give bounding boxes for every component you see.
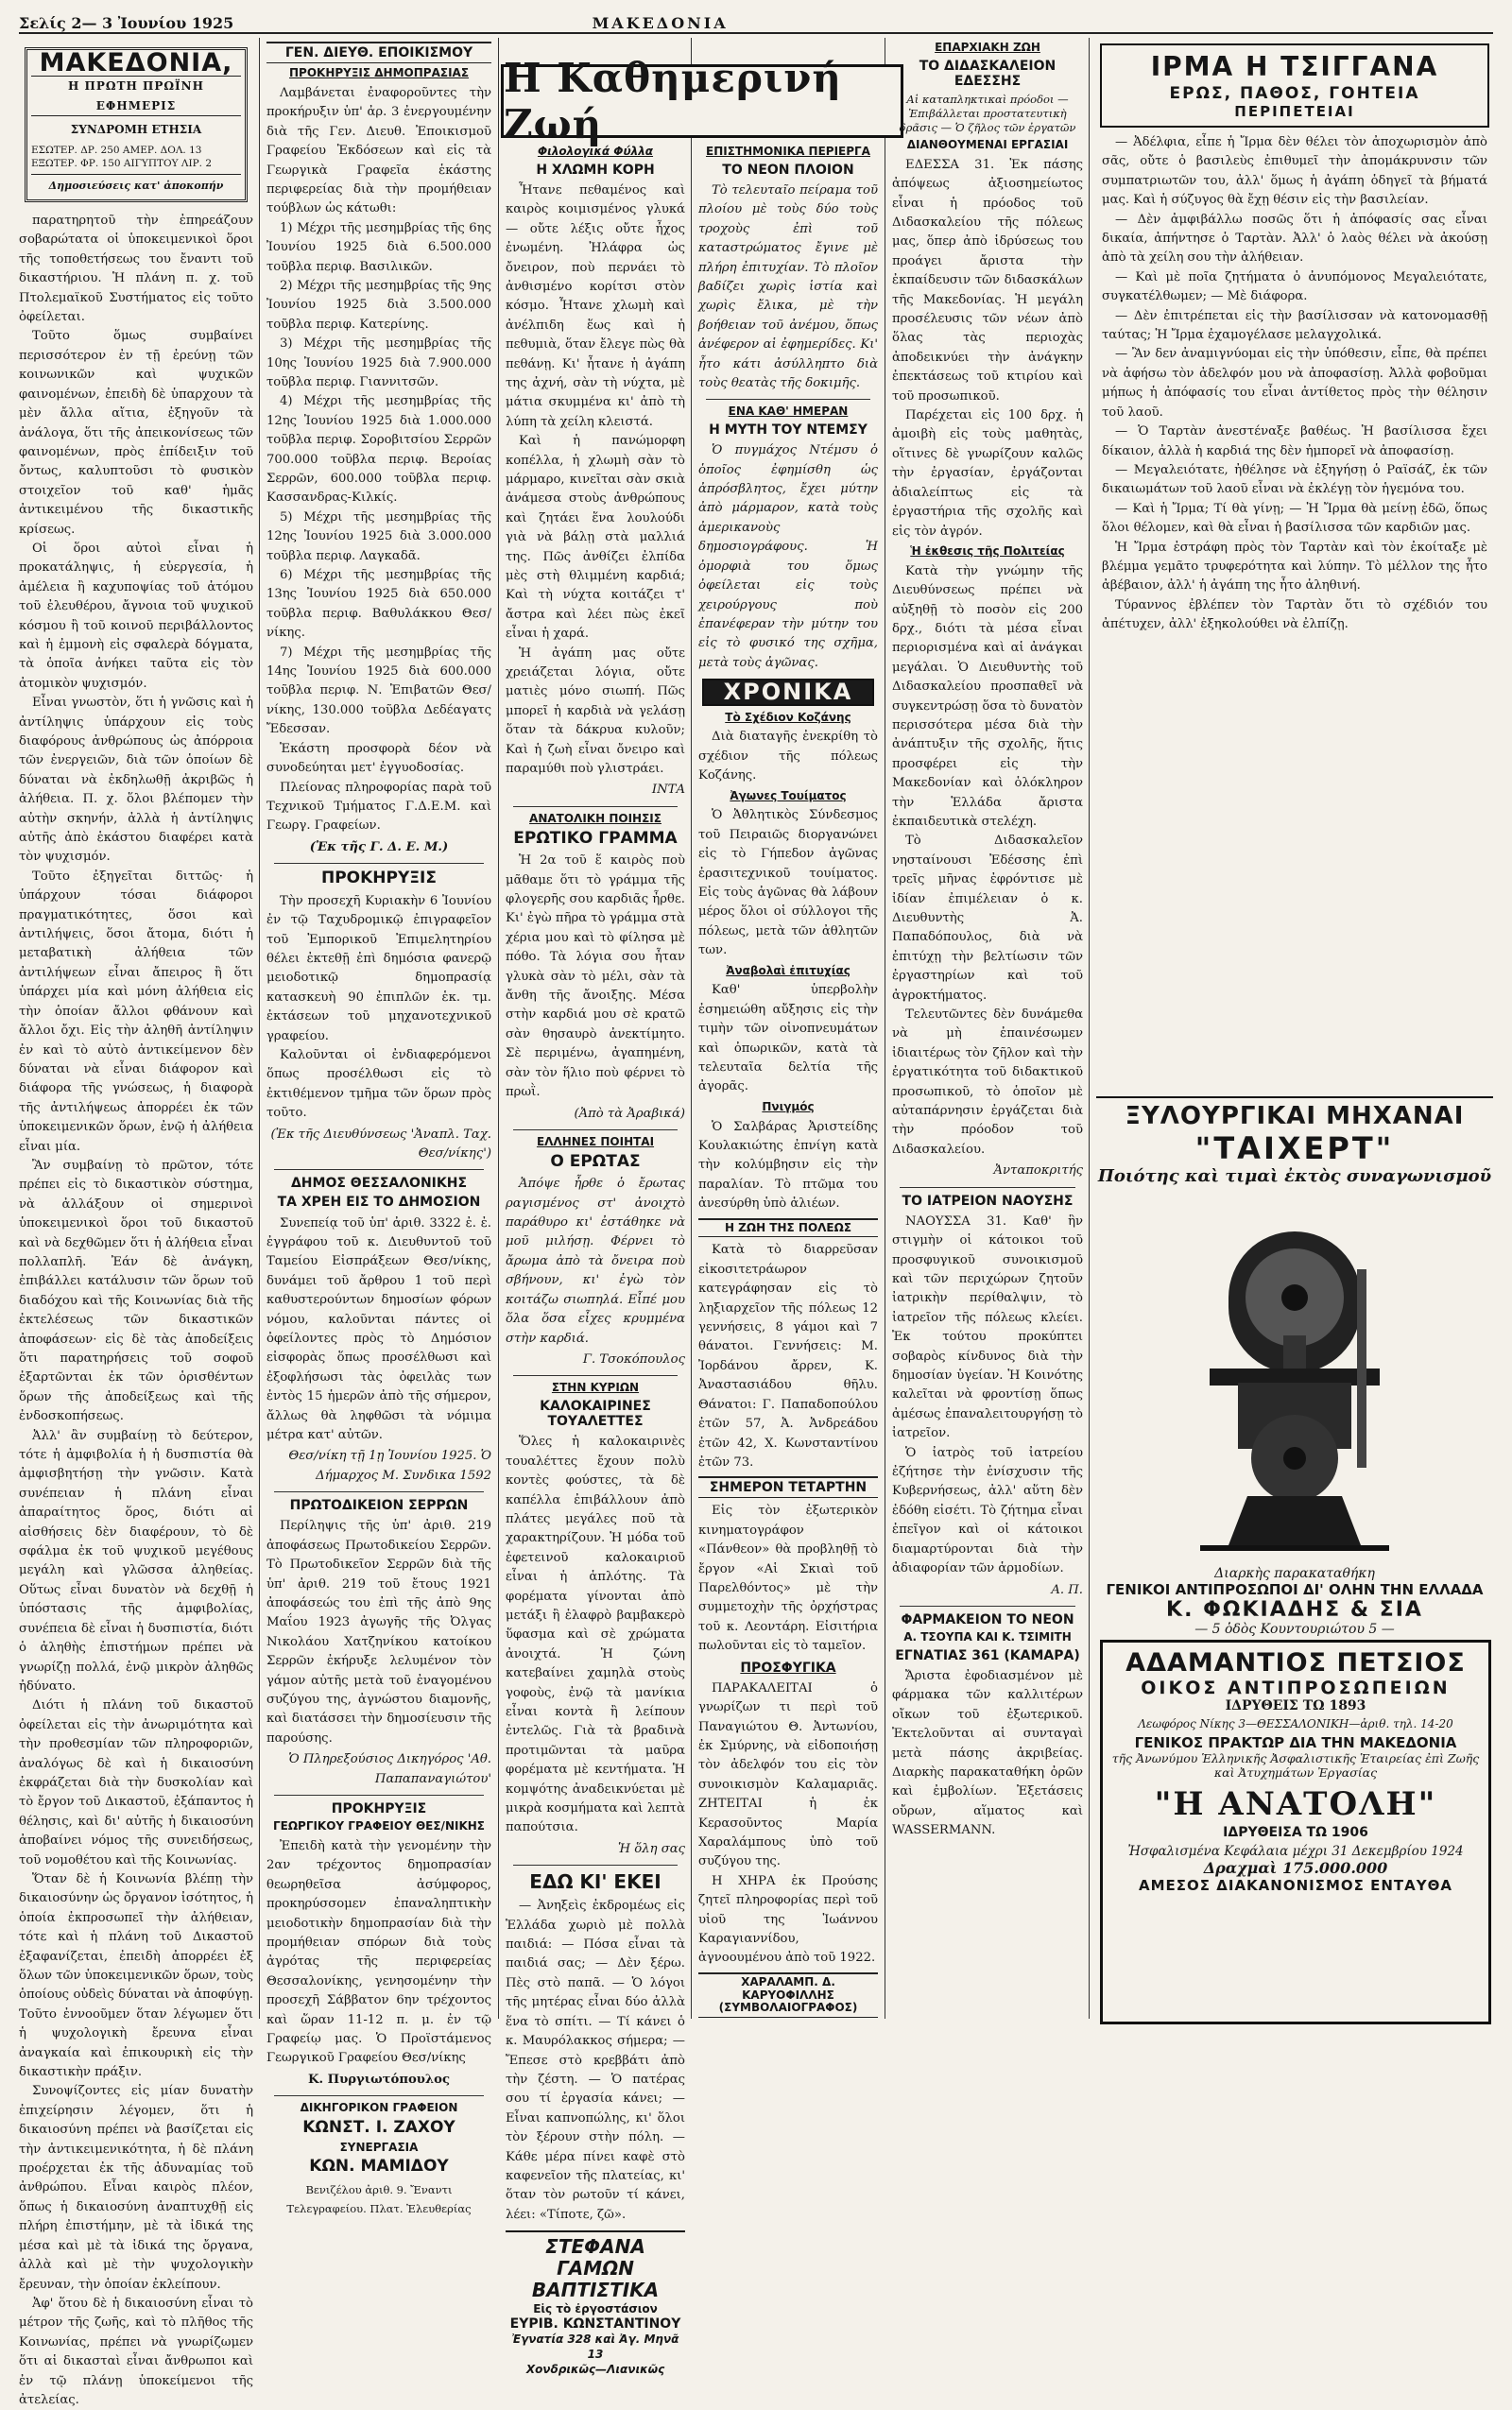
subscription-heading: ΣΥΝΔΡΟΜΗ ΕΤΗΣΙΑ <box>70 123 202 137</box>
article-kicker: ΕΝΑ ΚΑΘ' ΗΜΕΡΑΝ <box>728 405 849 419</box>
serial-paragraph: — Ἀδέλφια, εἶπε ἡ Ἴρμα δὲν θέλει τὸν ἀποχωρισμὸν ἀπὸ σᾶς, οὔτε ὁ βασιλεὺς ἐπιθυμεῖ τὴν ἀπομάκρυνσιν τῶν συμπατριωτῶν του, ἀλλ' ὅμως ἡ ἀγάπη ὁδηγεῖ τὰ βήματά μας. Καὶ ἡ σύζυγος θὰ ἔχῃ θέσιν εἰς τὴν βασιλείαν. <box>1102 135 1487 208</box>
column-rule <box>691 38 692 2019</box>
article-signature: ΙΝΤΑ <box>651 783 685 798</box>
serial-paragraph: — Δὲν ἐπιτρέπεται εἰς τὴν βασίλισσαν νὰ κατονομασθῇ ταύτας; Ἡ Ἴρμα ἐχαμογέλασε μελαγχολικά. <box>1102 308 1487 343</box>
column-3 <box>506 142 685 2377</box>
section-divider <box>274 2095 484 2096</box>
insurance-ad <box>1100 1640 1491 2024</box>
article-paragraph: Καὶ ἡ πανώμορφη κοπέλλα, ἡ χλωμὴ σὰν τὸ μάρμαρο, κινεῖται σὰν σκιὰ ἀνάμεσα στοὺς ἀνθρώπους καὶ ζητάει ἕνα λουλούδι γιὰ νὰ βάλῃ στὰ μαλλιά της. Πῶς ἀνθίζει ἐλπίδα μὲς στὴ θλιμμένη καρδιά; Καὶ τὴ νύχτα κοιτάζει τ' ἄστρα καὶ λέει πὼς ἐκεῖ εἶναι ἡ χαρά. <box>506 434 685 642</box>
notice-heading: ΔΗΜΟΣ ΘΕΣΣΑΛΟΝΙΚΗΣ <box>290 1176 468 1192</box>
insured-capital-label: Ἠσφαλισμένα Κεφάλαια μέχρι 31 Δεκεμβρίου 1924 <box>1127 1844 1464 1859</box>
notice-signature: Θεσ/νίκη τῇ 1ῃ Ἰουνίου 1925. Ὁ Δήμαρχος Μ. Συνδικα 1592 <box>288 1449 491 1483</box>
notice-heading: ΠΡΟΚΗΡΥΞΙΣ <box>321 869 437 888</box>
office-address: Βενιζέλου ἀριθ. 9. Ἔναντι Τελεγραφείου. Πλατ. Ἐλευθερίας <box>286 2182 472 2216</box>
notice-item: 6) Μέχρι τῆς μεσημβρίας τῆς 13ης Ἰουνίου 1925 διὰ 650.000 τοῦβλα περιφ. Βαθυλάκκου Θεσ/νίκης. <box>266 568 491 641</box>
notice-heading: ΠΡΩΤΟΔΙΚΕΙΟΝ ΣΕΡΡΩΝ <box>289 1498 469 1514</box>
news-paragraph: Ὁ Σαλβάρας Ἀριστείδης Κουλακιώτης ἐπνίγη κατὰ τὴν κολύμβησιν εἰς τὴν παραλίαν. Τὸ πτῶμα του ἀνεσύρθη ὑπὸ ἀλιέων. <box>698 1119 878 1212</box>
article-paragraph: Ἦτανε πεθαμένος καὶ καιρὸς κοιμισμένος γλυκά— οὔτε λέξις οὔτε ἦχος ἐνωμένη. Ἠλάφρα ὡς ὄνειρον, ποὺ περνάει τὸ ἀνθισμένο κορίτσι στὸν κόσμο. Ἦτανε χλωμὴ καὶ ἀνέλπιδη ἕως καὶ ἡ πεθυμιὰ, ὅταν ἔλεγε πὼς θὰ πεθάνῃ. Κι' ἦτανε ἡ ἀγάπη της ἀχνή, σὰν τὴ νύχτα, μὲ μάτια σκυμμένα κι' ἀπὸ τὴ λύπη τὰ χείλη κλειστά. <box>506 182 685 429</box>
article-paragraph: Ὁ πυγμάχος Ντέμσυ ὁ ὁποῖος ἐφημίσθη ὡς ἀπρόσβλητος, ἔχει μύτην ἀπὸ μάρμαρον, κατὰ τοὺς ἀμερικανοὺς δημοσιογράφους. Ἡ ὀμορφιὰ του ὅμως ὀφείλεται εἰς τοὺς χειρούργους ποὺ ἐπανέφεραν τὴν μύτην του εἰς τὸ φυσικό της σχῆμα, μετὰ τοὺς ἀγῶνας. <box>698 443 878 670</box>
band-saw-machine-image <box>1172 1194 1418 1553</box>
news-heading: Ἀγωνες Τουίματος <box>730 788 847 802</box>
article-paragraph: Εἶναι γνωστὸν, ὅτι ἡ γνῶσις καὶ ἡ ἀντίληψις ὑπάρχουν εἰς τοὺς διαφόρους ἀνθρώπους ὡς ἀπόρροια τῶν ἐνεργειῶν, διὰ τῶν ὁποίων δὲ δύναται νὰ ἐκδηλωθῇ ἀκριβῶς ἡ ἀλήθεια. Π. χ. ὅλοι βλέπομεν τὴν αὐτὴν σκηνήν, ἀλλὰ ἡ ἀντίληψις αὐτῆς ἀπὸ ἑκάστου διαφέρει κατὰ τὸν ψυχισμόν. <box>19 696 253 865</box>
notice-signature: Κ. Πυργιωτόπουλος <box>307 2072 450 2087</box>
article-title: ΤΟ ΝΕΟΝ ΠΛΟΙΟΝ <box>722 162 854 178</box>
ad-tagline: Ποιότης καὶ τιμαὶ ἐκτὸς συναγωνισμοῦ <box>1097 1166 1492 1186</box>
notice-paragraph: Λαμβάνεται ἐναφοροῦντες τὴν προκήρυξιν ὑπ' ἀρ. 3 ἐνεργουμένην διὰ τῆς Γεν. Διευθ. Ἐποικισμοῦ Γραφείου Ἐκδόσεων καὶ εἰς τὰ Γεωργικὰ Γραφεῖα ἑκάστης περιφερείας διὰ τὴν προμήθειαν τούβλων ὡς κάτωθι: <box>266 85 491 216</box>
serial-paragraph: Τύραννος ἐβλέπεν τὸν Ταρτὰν ὅτι τὸ σχέδιόν του ἀπέτυχεν, ἀλλ' ἐξηκολούθει νὰ ἐλπίζῃ. <box>1102 597 1487 632</box>
article-title: ΤΟ ΔΙΔΑΣΚΑΛΕΙΟΝ ΕΔΕΣΣΗΣ <box>919 58 1057 89</box>
article-paragraph: Τὸ τελευταῖο πείραμα τοῦ πλοίου μὲ τοὺς δύο τοὺς τροχοὺς ἐπὶ τοῦ καταστρώματος ἔγινε μὲ πλήρη ἐπιτυχίαν. Τὸ πλοῖον βαδίζει χωρὶς ἱστία καὶ χωρὶς ἔλικα, μὲ τὴν βοήθειαν τοῦ ἀνέμου, ὅπως ἀνέφερον αἱ ἐφημερίδες. Κι' ἦτο κάτι ἀσύλληπτο διὰ τοὺς θεατὰς τῆς δοκιμῆς. <box>698 182 878 390</box>
ad-title: ΒΑΠΤΙΣΤΙΚΑ <box>531 2279 660 2302</box>
serial-paragraph: — Καὶ μὲ ποῖα ζητήματα ὁ ἀνυπόμονος Μεγαλειότατε, συγκατέλθωμεν; — Μὲ διάφορα. <box>1102 269 1487 304</box>
article-subtitle: ΔΙΑΝΘΟΥΜΕΝΑΙ ΕΡΓΑΣΙΑΙ <box>906 137 1069 151</box>
notice-item: 1) Μέχρι τῆς μεσημβρίας τῆς 6ης Ἰουνίου 1925 διὰ 6.500.000 τοῦβλα περιφ. Βασιλικῶν. <box>266 220 491 274</box>
agent-house: ΟΙΚΟΣ ΑΝΤΙΠΡΟΣΩΠΕΙΩΝ <box>1141 1678 1451 1698</box>
notice-item: 7) Μέχρι τῆς μεσημβρίας τῆς 14ης Ἰουνίου 1925 διὰ 600.000 τοῦβλα περιφ. Ν. Ἐπιβατῶν Θεσ/νίκης, 130.000 τοῦβλα Δεδέαγατς Ἔδεσσαν. <box>266 645 491 737</box>
notary-ad: ΧΑΡΑΛΑΜΠ. Δ. ΚΑΡΥΟΦΙΛΛΗΣ (ΣΥΜΒΟΛΑΙΟΓΡΑΦΟΣ) <box>698 1972 878 2018</box>
ad-line: Διαρκὴς παρακαταθήκη <box>1214 1566 1375 1581</box>
column-rule <box>1089 38 1090 2019</box>
article-paragraph: Ἀφ' ὅτου δὲ ἡ δικαιοσύνη εἶναι τὸ μέτρον τῆς ζωῆς, καὶ τὸ πλῆθος τῆς Κοινωνίας, πρέπει νὰ γνωρίζωμεν ὅτι αἱ δικασταὶ εἶναι ἄνθρωποι καὶ ἐν τῷ πλάνῃ ὑποκείμενοι τῆς ἀτελείας. <box>19 2296 253 2407</box>
article-kicker: ΕΛΛΗΝΕΣ ΠΟΙΗΤΑΙ <box>536 1134 655 1148</box>
article-title: ΕΔΩ ΚΙ' ΕΚΕΙ <box>529 1870 662 1894</box>
notice-heading: ΓΕΝ. ΔΙΕΥΘ. ΕΠΟΙΚΙΣΜΟΥ <box>266 42 491 63</box>
notice-item: 3) Μέχρι τῆς μεσημβρίας τῆς 10ης Ἰουνίου 1925 διὰ 7.900.000 τοῦβλα περιφ. Γιαννιτσῶν. <box>266 336 491 389</box>
serial-paragraph: Ἡ Ἴρμα ἐστράφη πρὸς τὸν Ταρτὰν καὶ τὸν ἐκοίταξε μὲ βλέμμα γεμᾶτο τρυφερότητα καὶ λύπην. Τὸ μέλλον της ἦτο ἀβέβαιον, ἀλλ' ἡ ἀγάπη της ἦτο ἀληθινή. <box>1102 540 1487 594</box>
notice-item: 5) Μέχρι τῆς μεσημβρίας τῆς 12ης Ἰουνίου 1925 διὰ 3.000.000 τοῦβλα περιφ. Λαγκαδᾶ. <box>266 509 491 563</box>
section-divider <box>274 1169 484 1170</box>
rate-line: ΕΞΩΤΕΡ. ΦΡ. 150 ΑΙΓΥΠΤΟΥ ΛΙΡ. 2 <box>31 157 213 169</box>
article-subtitle: Αἱ καταπληκτικαὶ πρόοδοι — Ἐπιβάλλεται προστατευτικὴ δρᾶσις — Ὁ ζῆλος τῶν ἐργατῶν <box>899 92 1076 134</box>
article-signature: Α. Π. <box>1051 1582 1083 1597</box>
ad-address: — 5 ὁδὸς Κουντουριώτου 5 — <box>1194 1622 1395 1637</box>
ad-line: Εἰς τὸ ἐργοστάσιον <box>533 2302 658 2316</box>
pharmacy-text: Ἄριστα ἐφοδιασμένον μὲ φάρμακα τῶν καλλιτέρων οἴκων τοῦ ἐξωτερικοῦ. Ἐκτελοῦνται αἱ συνταγαὶ μετὰ πάσης ἀκριβείας. Διαρκὴς παρακαταθήκη ὀρῶν καὶ ἐμβολίων. Ἐξετάσεις οὔρων, αἵματος καὶ WASSERMANN. <box>892 1668 1083 1838</box>
section-divider <box>274 1491 484 1492</box>
notice-subheading: ΓΕΩΡΓΙΚΟΥ ΓΡΑΦΕΙΟΥ ΘΕΣ/ΝΙΚΗΣ <box>272 1819 485 1833</box>
article-signature: Ἡ ὅλη σας <box>618 1841 685 1856</box>
serial-paragraph: — Μεγαλειότατε, ἠθέλησε νὰ ἐξηγήσῃ ὁ Ραϊσάζ, ἐκ τῶν δικαιωμάτων τοῦ λαοῦ εἶναι νὰ ἐκλέγῃ τὸν ἡγεμόνα του. <box>1102 462 1487 497</box>
article-paragraph: ΕΔΕΣΣΑ 31. Ἐκ πάσης ἀπόψεως ἀξιοσημείωτος εἶναι ἡ πρόοδος τοῦ Διδασκαλείου τῆς πόλεως μας, ὅπερ ἀπὸ ἱδρύσεως του προάγει ἄριστα τὴν ἐκπαίδευσιν τῶν διδασκάλων τῆς Μακεδονίας. Ἡ μεγάλη προσέλευσις τῶν νέων ἀπὸ ὅλας τὰς περιοχὰς ἀποδεικνύει τὴν ἀνάγκην ἐπεκτάσεως τοῦ κτιρίου καὶ τοῦ προσωπικοῦ. <box>892 157 1083 404</box>
notice-paragraph: Καλοῦνται οἱ ἐνδιαφερόμενοι ὅπως προσέλθωσι εἰς τὸ ἐκτιθέμενον τμῆμα τῶν ὅρων πρὸς τοῦτο. <box>266 1047 491 1121</box>
article-paragraph: Τὸ Διδασκαλεῖον νησταίνουσι Ἐδέσσης ἐπὶ τρεῖς μῆνας ἐφρόντισε μὲ ἰδίαν ἐπιμέλειαν ὁ κ. Διευθυντὴς Ἀ. Παπαδόπουλος, διὰ νὰ ἐπιτύχῃ τὴν βελτίωσιν τῶν ἐργαστηρίων καὶ τοῦ ἀγροκτήματος. <box>892 834 1083 1003</box>
serial-title: ΙΡΜΑ Η ΤΣΙΓΓΑΝΑ <box>1150 51 1439 82</box>
ad-line: Χονδρικῶς—Λιανικῶς <box>525 2363 665 2377</box>
notice-item: 2) Μέχρι τῆς μεσημβρίας τῆς 9ης Ἰουνίου 1925 διὰ 3.500.000 τοῦβλα περιφ. Κατερίνης. <box>266 278 491 332</box>
article-paragraph: Οἱ ὅροι αὐτοὶ εἶναι ἡ προκατάληψις, ἡ εὐεργεσία, ἡ ἀμέλεια ἢ καχυποψίας τοῦ ἀτόμου τοῦ ἐλευθέρου, ἄγνοια τοῦ ψυχικοῦ κόσμου ἢ τοῦ κοινοῦ περιβάλλοντος καὶ ἡ ἐμμονὴ εἰς σφαλερὰ δόγματα, τὰ ὁποῖα ἀνήκει ταῦτα εἰς τὸν ἀτομικὸν ψυχισμόν. <box>19 541 253 691</box>
news-heading: Η ΖΩΗ ΤΗΣ ΠΟΛΕΩΣ <box>698 1218 878 1238</box>
article-paragraph: Παρέχεται εἰς 100 δρχ. ἡ ἀμοιβὴ εἰς τοὺς μαθητὰς, οἵτινες δὲ γνωρίζουν καλῶς τὴν ἐργασίαν, ἐργάζονται ἀδιαλείπτως εἰς τὰ ἐργαστήρια τῆς σχολῆς καὶ εἰς τὸν ἀγρόν. <box>892 408 1083 539</box>
insured-capital-amount: Δραχμαὶ 175.000.000 <box>1203 1859 1388 1877</box>
notice-signature: (Ἐκ τῆς Διευθύνσεως 'Ἀναπλ. Ταχ. Θεσ/νίκης') <box>270 1127 491 1161</box>
article-kicker: ΑΝΑΤΟΛΙΚΗ ΠΟΙΗΣΙΣ <box>529 811 662 825</box>
section-headline: Η Καθημερινή Ζωή <box>501 64 903 138</box>
office-name: ΚΩΝ. ΜΑΜΙΔΟΥ <box>309 2157 449 2177</box>
ad-brand: "ΤΑΙΧΕΡΤ" <box>1194 1130 1395 1166</box>
rate-line: ΕΣΩΤΕΡ. ΔΡ. 250 ΑΜΕΡ. ΔΟΛ. 13 <box>31 144 202 156</box>
article-paragraph: Τελευτῶντες δὲν δυνάμεθα νὰ μὴ ἐπαινέσωμεν ἰδιαιτέρως τὸν ζῆλον καὶ τὴν ἐργατικότητα τοῦ διδακτικοῦ προσωπικοῦ, τὸ ὁποῖον μὲ αὐταπάρνησιν ἐργάζεται διὰ τὴν πρόοδον τοῦ Διδασκαλείου. <box>892 1007 1083 1157</box>
article-paragraph: Ἡ 2α τοῦ ἕ καιρὸς ποὺ μᾶθαμε ὅτι τὸ γράμμα τῆς φλογερῆς σου καρδιᾶς ἦρθε. Κι' ἐγὼ πῆρα τὸ γράμμα στὰ χέρια μου καὶ τὸ φίλησα μὲ πόθο. Τὰ λόγια σου ἦταν γλυκὰ σὰν τὸ μέλι, σὰν τὰ ἄνθη τῆς ἄνοιξης. Μέσα στὴν καρδιά μου σὲ κρατῶ σὰν θησαυρὸ ἀνεκτίμητο. Σὲ περιμένω, ἀγαπημένη, σὰν τὸν ἥλιο ποὺ φέρνει τὸ πρωῒ. <box>506 853 685 1100</box>
chronika-banner: ΧΡΟΝΙΚΑ <box>702 679 874 705</box>
masthead-title: ΜΑΚΕΔΟΝΙΑ <box>592 14 729 32</box>
article-paragraph: Διότι ἡ πλάνη τοῦ δικαστοῦ ὀφείλεται εἰς τὴν ἀνωριμότητα καὶ τὴν προθεσμίαν τῶν πληροφοριῶν, ἀναλόγως δὲ καὶ ἡ δικαιοσύνη ἐκφράζεται διὰ τὴν δυσκολίαν καὶ τὸ ἔργον τοῦ Δικαστοῦ, ἐξάπαντος ἡ θέλησις, καὶ δι' αὐτῆς ἡ δικαιοσύνη ἀποβαίνει νόμος τῆς συνειδήσεως, τοῦ νομοθέτου καὶ τῆς Κοινωνίας. <box>19 1698 253 1868</box>
article-title: ΤΟ ΙΑΤΡΕΙΟΝ ΝΑΟΥΣΗΣ <box>902 1193 1074 1209</box>
news-paragraph: ΠΑΡΑΚΑΛΕΙΤΑΙ ὁ γνωρίζων τι περὶ τοῦ Παναγιώτου Θ. Ἀντωνίου, ἐκ Σμύρνης, νὰ εἰδοποιήσῃ τὸν ἀδελφόν του εἰς τὸν συνοικισμὸν Καλαμαριᾶς. ΖΗΤΕΙΤΑΙ ἡ ἐκ Κερασοῦντος Μαρία Χαραλάμπους ὑπὸ τοῦ συζύγου της. <box>698 1680 878 1869</box>
article-title: Η ΧΛΩΜΗ ΚΟΡΗ <box>536 162 655 178</box>
section-divider <box>900 1606 1075 1607</box>
article-subheading: Ἡ ἐκθεσις τῆς Πολιτείας <box>910 543 1065 558</box>
column-rule <box>259 38 260 2019</box>
insurer-founded: ΙΔΡΥΘΕΙΣΑ ΤΩ 1906 <box>1223 1825 1368 1840</box>
section-divider <box>513 1865 678 1866</box>
article-kicker: ΣΤΗΝ ΚΥΡΙΩΝ <box>551 1381 640 1395</box>
article-paragraph: Ἀλλ' ἂν συμβαίνῃ τὸ δεύτερον, τότε ἡ ἀμφιβολία ἡ ἡ δυσπιστία θὰ ἀμφισβητήσῃ τὴν γνῶσιν. Κατὰ συνέπειαν ἡ πλάνη εἶναι ἀπαραίτητος ὅρος, διότι αἱ αἰσθήσεις δὲν διαφέρουν, τὸ δὲ σφάλμα ἐκ τοῦ ψυχικοῦ μεγέθους μεγάλη καὶ γλῶσσα ἀληθείας. Οὕτως εἶναι δυνατὸν νὰ δεχθῇ ἡ ὑπόστασις τῆς ἀμφιβολίας, συνέπεια δὲ εἶναι ἡ δυσπιστία, διότι ὁ ἀληθὴς ἐπιστήμων πρέπει νὰ γνωρίζῃ πολλά, ἐνῷ μικρὸν ἀληθῶς ἠδύνατο. <box>19 1428 253 1694</box>
notice-paragraph: Συνεπείᾳ τοῦ ὑπ' ἀριθ. 3322 ἐ. ἐ. ἐγγράφου τοῦ κ. Διευθυντοῦ τοῦ Ταμείου Εἰσπράξεων Θεσ/νίκης, δυνάμει τοῦ ἄρθρου 1 τοῦ περὶ καθυστερούντων δημοσίων φόρων νόμου, καλοῦνται πάντες οἱ ὀφείλοντες πρὸς τὸ Δημόσιον εἰσφορὰς ὅπως προσέλθωσι καὶ ἐξοφλήσωσι τὰς ὀφειλὰς των ἐντὸς 15 ἡμερῶν ἀπὸ τῆς σήμερον, ἄλλως θὰ ληφθῶσι τὰ νόμιμα μέτρα κατ' αὐτῶν. <box>266 1215 491 1443</box>
office-heading: ΣΥΝΕΡΓΑΣΙΑ <box>339 2140 419 2154</box>
article-paragraph: Συνοψίζοντες εἰς μίαν δυνατὴν ἐπιχείρησιν λέγομεν, ὅτι ἡ δικαιοσύνη πρέπει νὰ βασίζεται εἰς τὴν ἀντικειμενικότητα, ἡ δὲ πλάνη προέρχεται ἐκ τῆς ἀδυναμίας τοῦ ἀνθρώπου. Εἶναι καιρὸς πλέον, ὅπως ἡ δικαιοσύνη ἀναπτυχθῇ εἰς πλήρη ἐπιστήμην, μὲ τὰ ἰδικά της μέσα καὶ μὲ τὰ ἰδικά της ὄργανα, ἀλλὰ καὶ μὲ τὴν ψυχολογικὴν ἔρευναν, τὴν ὁποίαν ἐκλείπουν. <box>19 2084 253 2292</box>
article-title: ΕΡΩΤΙΚΟ ΓΡΑΜΜΑ <box>513 828 678 848</box>
article-signature: (Ἀπὸ τὰ Ἀραβικά) <box>574 1106 685 1121</box>
notice-signature: Ὁ Πληρεξούσιος Δικηγόρος 'Αθ. Παπαπαναγιώτου' <box>288 1752 491 1786</box>
notice-paragraph: Περίληψις τῆς ὑπ' ἀριθ. 219 ἀποφάσεως Πρωτοδικείου Σερρῶν. Τὸ Πρωτοδικεῖον Σερρῶν διὰ τῆς ὑπ' ἀριθ. 219 τοῦ ἔτους 1921 ἀποφάσεώς του ἐπὶ τῆς ἀπὸ 9ης Μαΐου 1923 ἀγωγῆς τῆς Ὀλγας Νικολάου Χατζηνίκου κατοίκου Σερρῶν ἐκήρυξε λελυμένον τὸν γάμον αὐτῆς μετὰ τοῦ ἐναγομένου συζύγου της, ἀγνώστου διαμονῆς, καὶ διατάσσει τὴν δημοσίευσιν τῆς παρούσης. <box>266 1519 491 1746</box>
section-divider <box>706 399 870 400</box>
office-name: ΚΩΝΣΤ. Ι. ΖΑΧΟΥ <box>302 2118 455 2137</box>
article-kicker: Φιλολογικά Φύλλα <box>537 145 654 158</box>
subscription-rates <box>31 144 241 170</box>
news-paragraph: Η ΧΗΡΑ ἐκ Προύσης ζητεῖ πληροφορίας περὶ τοῦ υἱοῦ της Ἰωάννου Καραγιαννίδου, ἀγνοουμένου ἀπὸ τοῦ 1922. <box>698 1873 878 1966</box>
ad-line: ΕΥΡΙΒ. ΚΩΝΣΤΑΝΤΙΝΟΥ <box>509 2316 681 2333</box>
article-kicker: ΕΠΙΣΤΗΜΟΝΙΚΑ ΠΕΡΙΕΡΓΑ <box>706 145 870 158</box>
ad-line: ΓΕΝΙΚΟΙ ΑΝΤΙΠΡΟΣΩΠΟΙ ΔΙ' ΟΛΗΝ ΤΗΝ ΕΛΛΑΔΑ <box>1106 1581 1484 1598</box>
article-paragraph: Ὁ ἰατρὸς τοῦ ἰατρείου ἐζήτησε τὴν ἐνίσχυσιν τῆς Κυβερνήσεως, ἀλλ' αὕτη δὲν ἐδόθη εἰσέτι. Τὸ ζήτημα εἶναι ἐπεῖγον καὶ οἱ κάτοικοι διαμαρτύρονται διὰ τὴν ἀδιαφορίαν τῶν ἁρμοδίων. <box>892 1445 1083 1576</box>
notice-signature: (Ἐκ τῆς Γ. Δ. Ε. Μ.) <box>309 839 449 854</box>
notice-subheading: ΠΡΟΚΗΡΥΞΙΣ ΔΗΜΟΠΡΑΣΙΑΣ <box>288 66 470 80</box>
article-paragraph: Ἡ ἀγάπη μας οὔτε χρειάζεται λόγια, οὔτε ματιὲς μόνο σιωπή. Πῶς μπορεῖ ἡ καρδιὰ νὰ γελάσῃ ὅταν τὰ δάκρυα κυλοῦν; Καὶ ἡ ζωὴ εἶναι ὄνειρο καὶ παραμύθι ποὺ γλιστράει. <box>506 646 685 777</box>
serial-paragraph: — Δὲν ἀμφιβάλλω ποσῶς ὅτι ἡ ἀπόφασίς σας εἶναι δικαία, ἀπήντησε ὁ Ταρτὰν. Ἀλλ' ὁ λαὸς θέλει νὰ ἀκούσῃ ἀπὸ τὰ χείλη σου τὴν ἀλήθειαν. <box>1102 212 1487 266</box>
article-signature: Ἀνταποκριτής <box>993 1163 1083 1179</box>
news-heading: ΠΡΟΣΦΥΓΙΚΑ <box>740 1660 836 1676</box>
pharmacy-title: ΦΑΡΜΑΚΕΙΟΝ ΤΟ ΝΕΟΝ <box>901 1611 1074 1627</box>
wedding-crowns-ad <box>506 2230 685 2377</box>
article-paragraph: Ὅταν δὲ ἡ Κοινωνία βλέπῃ τὴν δικαιοσύνην ὡς ὄργανον ἰσότητος, ἡ ὁποία ἐκπροσωπεῖ τὴν ἀλήθειαν, τότε καὶ ἡ πλάνη τοῦ Δικαστοῦ ἐξαφανίζεται, ἐπειδὴ ἀπορρέει ἐξ ὅλων τῶν ὑποκειμενικῶν ὅρων, τοὺς ὁποίους οὐδεὶς δύναται νὰ ἀποφύγῃ. Τοῦτο ἐννοοῦμεν ὅταν λέγωμεν ὅτι ἡ ψυχολογικὴ ἔρευνα εἶναι ἀναγκαία καὶ ἐπικουρικὴ εἰς τὴν δικαστικὴν πράξιν. <box>19 1871 253 2080</box>
section-divider <box>513 1375 678 1376</box>
article-paragraph: Κατὰ τὴν γνώμην τῆς Διευθύνσεως πρέπει νὰ αὐξηθῇ τὸ ποσὸν εἰς 200 δρχ., διότι τὰ μέσα εἶναι περιορισμένα καὶ αἱ ἀνάγκαι μεγάλαι. Ὁ Διευθυντὴς τοῦ Διδασκαλείου προσπαθεῖ νὰ συγκεντρώσῃ ὅσα τὸ δυνατὸν περισσότερα μέσα διὰ τὴν ἀνάπτυξιν τῆς σχολῆς, ἥτις προσφέρει εἰς τὴν Μακεδονίαν καὶ ὁλόκληρον τὴν Ἑλλάδα ἄριστα ἐκπαιδευτικὰ στελέχη. <box>892 563 1083 829</box>
ad-title: ΣΤΕΦΑΝΑ ΓΑΜΩΝ <box>545 2235 645 2281</box>
machines-ad <box>1096 1096 1493 1637</box>
serial-paragraph: — Ὁ Ταρτὰν ἀνεστέναξε βαθέως. Ἡ βασίλισσα ἔχει δίκαιον, ἀλλὰ ἡ καρδιά της δὲν ἠμπορεῖ νὰ ἀποφασίσῃ. <box>1102 424 1487 458</box>
news-heading: ΣΗΜΕΡΟΝ ΤΕΤΑΡΤΗΝ <box>698 1476 878 1498</box>
poem-text: Ἀπόψε ἦρθε ὁ ἔρωτας ραγισμένος στ' ἀνοιχτὸ παράθυρο κι' ἐστάθηκε νὰ μοῦ μιλήσῃ. Φέρνει τὸ ἄρωμα ἀπὸ τὰ ὄνειρα ποὺ σβήνουν, κι' ἐγὼ τὸν κοιτάζω σιωπηλά. Εἶπέ μου ὅλα ὅσα εἶχες κρυμμένα στὴν καρδιά. <box>506 1177 685 1346</box>
article-signature: Γ. Τσοκόπουλος <box>582 1351 685 1367</box>
agent-role: ΓΕΝΙΚΟΣ ΠΡΑΚΤΩΡ ΔΙΑ ΤΗΝ ΜΑΚΕΔΟΝΙΑ <box>1134 1734 1457 1751</box>
article-paragraph: — Ἀνηξεὶς ἐκδρομέως εἰς Ἑλλάδα χωριὸ μὲ πολλὰ παιδιά: — Πόσα εἶναι τὰ παιδιά σας; — Δὲν ξέρω. Πὲς στὸ παπᾶ. — Ὁ λόγοι τῆς μητέρας εἶναι δύο ἀλλὰ ἕνα τὸ σπίτι. — Τί κάνει ὁ κ. Μαυρόλακκος σήμερα; — Ἔπεσε στὸ κρεββάτι ἀπὸ τὴν ζέστη. — Ὁ πατέρας σου τί ἐργασία κάνει; — Εἶναι καπνοπώλης, κι' ὅλοι τὸν ξέρουν στὴν πόλη. — Κάθε μέρα πίνει καφὲ στὸ καφενεῖον τῆς πλατείας, κι' ὅταν τὸν ρωτοῦν τί κάνει, λέει: «Τίποτε, ζῶ». <box>506 1899 685 2222</box>
page-header <box>19 4 1493 34</box>
news-paragraph: Διὰ διαταγῆς ἐνεκρίθη τὸ σχέδιον τῆς πόλεως Κοζάνης. <box>698 730 878 783</box>
notice-item: 4) Μέχρι τῆς μεσημβρίας τῆς 12ης Ἰουνίου 1925 διὰ 1.000.000 τοῦβλα περιφ. Σοροβιτσίου Σερρῶν 700.000 τοῦβλα περιφ. Βεροίας Σερρῶν, 600.000 τοῦβλα περιφ. Κασσανδρας-Κιλκίς. <box>266 394 491 506</box>
news-paragraph: Κατὰ τὸ διαρρεῦσαν εἰκοσιτετράωρον κατεγράφησαν εἰς τὸ ληξιαρχεῖον τῆς πόλεως 12 γεννήσεις, 8 γάμοι καὶ 7 θάνατοι. Γεννήσεις: Μ. Ἰορδάνου ἄρρεν, Κ. Ἀναστασιάδου θῆλυ. Θάνατοι: Γ. Παπαδοπούλου ἐτῶν 57, Ἀ. Ἀνδρεάδου ἐτῶν 42, Χ. Κωνσταντίνου ἐτῶν 73. <box>698 1243 878 1470</box>
pharmacy-address: ΕΓΝΑΤΙΑΣ 361 (ΚΑΜΑΡΑ) <box>895 1647 1080 1663</box>
section-divider <box>274 863 484 864</box>
news-heading: Ἀναβολαὶ ἐπιτυχίας <box>726 963 850 977</box>
section-divider <box>274 1795 484 1796</box>
news-paragraph: Καθ' ὑπερβολὴν ἐσημειώθη αὔξησις εἰς τὴν τιμὴν τῶν οἰνοπνευμάτων καὶ ὀπωρικῶν, κατὰ τὰ τελευταῖα δελτία τῆς ἀγορᾶς. <box>698 983 878 1094</box>
column-2 <box>266 38 491 2216</box>
advert-note: Δημοσιεύσεις κατ' ἀποκοπήν <box>31 174 241 196</box>
article-title: ΚΑΛΟΚΑΙΡΙΝΕΣ ΤΟΥΑΛΕΤΤΕΣ <box>540 1399 651 1430</box>
news-heading: Τὸ Σχέδιον Κοζάνης <box>725 710 851 724</box>
insurer-brand: "Η ΑΝΑΤΟΛΗ" <box>1154 1785 1437 1823</box>
section-divider <box>513 1129 678 1130</box>
ad-line: Ἐγνατία 328 καὶ Ἀγ. Μηνᾶ 13 <box>511 2333 679 2362</box>
masthead-box <box>25 47 248 202</box>
column-1 <box>19 38 253 2407</box>
article-paragraph: παρατηρητοῦ τὴν ἐπηρεάζουν σοβαρώτατα οἱ ὑποκειμενικοὶ ὅροι τῆς τοποθετήσεως του ἔναντι τοῦ δικαστήριου. Ἡ πλάνη π. χ. τοῦ Πτολεμαϊκοῦ Συστήματος εἰς τοῦτο ὀφείλεται. <box>19 214 253 325</box>
news-heading: Πνιγμός <box>762 1099 815 1113</box>
notice-heading: ΠΡΟΚΗΡΥΞΙΣ <box>331 1801 427 1817</box>
settlement-note: ΑΜΕΣΟΣ ΔΙΑΚΑΝΟΝΙΣΜΟΣ ΕΝΤΑΥΘΑ <box>1139 1877 1452 1894</box>
news-paragraph: Ὁ Ἀθλητικὸς Σύνδεσμος τοῦ Πειραιῶς διοργανώνει εἰς τὸ Γήπεδον ἀγῶνας ἐρασιτεχνικοῦ τουίματος. Εἰς τοὺς ἀγῶνας θὰ λάβουν μέρος ὅλοι οἱ σύλλογοι τῆς πόλεως, μετὰ τῶν ἀθλητῶν των. <box>698 808 878 958</box>
article-paragraph: Ὅλες ἡ καλοκαιρινὲς τουαλέττες ἔχουν πολὺ κοντὲς φούστες, τὰ δὲ καπέλλα ἐπιβάλλουν ἀπὸ πλάτες μεγάλες ποῦ τὰ χαρακτηρίζουν. Ἡ μόδα τοῦ ἑφετεινοῦ καλοκαιριοῦ εἶναι ἡ ἁπλότης. Τὰ φορέματα γίνονται ἀπὸ μετάξι ἢ ἐλαφρὸ βαμβακερὸ ὕφασμα καὶ σὲ χρώματα ἀνοιχτά. Ἡ ζώνη κατεβαίνει χαμηλὰ στοὺς γοφοὺς, ἐνῷ τὰ μανίκια εἶναι κοντὰ ἢ λείπουν ἐντελῶς. Γιὰ τὰ βραδινὰ προτιμῶνται τὰ μαῦρα φορέματα μὲ κεντήματα. Ἡ κομψότης ἀναδεικνύεται μὲ μικρὰ κοσμήματα καὶ λεπτὰ παπούτσια. <box>506 1435 685 1835</box>
article-paragraph: Τοῦτο ἐξηγεῖται διττῶς· ἡ ὑπάρχουν τόσαι διάφοροι πραγματικότητες, ὅσοι καὶ ἀντιλήψεις, ὅσοι ἄτομα, διότι ἡ μεταβατικὴ ἀλήθεια τῶν ἀντιλήψεων εἶναι ἄπειρος ἢ ὅτι ὑπάρχει μία καὶ μόνη ἀλήθεια εἰς τὴν ὁποίαν ἄλλοι φθάνουν καὶ ἄλλοι ὄχι. Εἰς τὴν ἀληθῆ ἀντίληψιν ἐν καὶ τὸ αὐτὸ ἀντικείμενον δὲν δύναται νὰ εἶναι διάφορον καὶ διάφορα τῆς γνώσεως, ἡ διαφορὰ τῆς ἀντιλήψεως ἀπορρέει ἐκ τῶν ὑποκειμενικῶν ὅρων, ἐνῷ ἡ ἀλήθεια εἶναι μία. <box>19 869 253 1154</box>
paper-subtitle: Η ΠΡΩΤΗ ΠΡΩΪΝΗ ΕΦΗΜΕΡΙΣ <box>31 76 241 116</box>
pharmacy-owners: Α. ΤΣΟΥΠΑ ΚΑΙ Κ. ΤΣΙΜΙΤΗ <box>903 1630 1072 1644</box>
insurer-description: τῆς Ἀνωνύμου Ἑλληνικῆς Ἀσφαλιστικῆς Ἑταιρείας ἐπὶ Ζωῆς καὶ Ἀτυχημάτων Ἐργασίας <box>1111 1751 1480 1780</box>
ad-headline: ΞΥΛΟΥΡΓΙΚΑΙ ΜΗΧΑΝΑΙ <box>1125 1102 1465 1130</box>
column-rule <box>498 38 499 2019</box>
news-paragraph: Εἰς τὸν ἐξωτερικὸν κινηματογράφον «Πάνθεον» θὰ προβληθῇ τὸ ἔργον «Αἱ Σκιαὶ τοῦ Παρελθόντος» μὲ τὴν συμμετοχὴν τῆς ὀρχήστρας τοῦ κ. Λεοντάρη. Εἰσιτήρια πωλοῦνται εἰς τὸ ταμεῖον. <box>698 1504 878 1654</box>
article-title: Ο ΕΡΩΤΑΣ <box>550 1151 641 1171</box>
ad-company: Κ. ΦΩΚΙΑΔΗΣ & ΣΙΑ <box>1166 1598 1423 1622</box>
paper-name: ΜΑΚΕΔΟΝΙΑ, <box>39 48 233 77</box>
article-title: Η ΜΥΤΗ ΤΟΥ ΝΤΕΜΣΥ <box>709 422 868 439</box>
serial-text <box>1096 133 1493 635</box>
serial-paragraph: — Καὶ ἡ Ἴρμα; Τί θὰ γίνῃ; — Ἡ Ἴρμα θὰ μείνῃ ἐδῶ, ὅπως ὅλοι θέλομεν, καὶ θὰ εἶναι ἡ βασίλισσα τῶν καρδιῶν μας. <box>1102 501 1487 536</box>
article-paragraph: Τοῦτο ὅμως συμβαίνει περισσότερον ἐν τῇ ἐρεύνῃ τῶν κοινωνικῶν καὶ ψυχικῶν φαινομένων, ἐπειδὴ δὲ ὑπαρχουν τὰ μὲν ἄλλα αἴτια, ἐξηγοῦν τὰ ἀνάλογα, ὅτι τῆς ἀπεικονίσεως τῶν φαινομένων, πρὸς ἐπίδειξιν τοῦ ὄντως, καλυπτοῦσι τὸ φυσικὸν στοιχεῖον τοῦ καθ' ἡμᾶς ἀντικειμένου τῆς δικαστικῆς κρίσεως. <box>19 329 253 537</box>
article-paragraph: Ἂν συμβαίνῃ τὸ πρῶτον, τότε πρέπει εἰς τὸ δικαστικὸν σύστημα, νὰ ἀλλάξουν οἱ σημερινοὶ ὑποκειμενικοὶ ὅροι τοῦ δικαστοῦ καὶ νὰ δεχθῶμεν ὅτι ἡ ἀλήθεια εἶναι πολλαπλῆ. Ἐάν δὲ ἀνάγκη, ἐπιβάλλει κατάλυσιν τῶν ὅρων τοῦ διαδόχου καὶ τῆς Κοινωνίας διὰ τῆς ἐκτελέσεως τῶν δικαστικῶν ἀποφάσεων· εἰς δὲ τὰς ἀποδείξεις ὅτι παρατηρήσεις τοῦ σοφοῦ ἐξαρτῶνται ἐκ τῶν ὁρισθέντων ὅρων τῆς ἀποδείξεως καὶ τῆς ἐνδοσκοπήσεως. <box>19 1158 253 1424</box>
section-kicker: ΕΠΑΡΧΙΑΚΗ ΖΩΗ <box>935 41 1040 54</box>
agent-founded: ΙΔΡΥΘΕΙΣ ΤΩ 1893 <box>1225 1698 1366 1713</box>
notice-paragraph: Πλείονας πληροφορίας παρὰ τοῦ Τεχνικοῦ Τμήματος Γ.Δ.Ε.Μ. καὶ Γεωργ. Γραφείων. <box>266 780 491 834</box>
notice-subheading: ΤΑ ΧΡΕΗ ΕΙΣ ΤΟ ΔΗΜΟΣΙΟΝ <box>277 1195 481 1211</box>
office-heading: ΔΙΚΗΓΟΡΙΚΟΝ ΓΡΑΦΕΙΟΝ <box>300 2101 458 2115</box>
serial-title-box <box>1100 43 1489 128</box>
agent-name: ΑΔΑΜΑΝΤΙΟΣ ΠΕΤΣΙΟΣ <box>1125 1648 1466 1678</box>
serial-paragraph: — Ἂν δεν ἀναμιγνύομαι εἰς τὴν ὑπόθεσιν, εἶπε, θὰ πρέπει νὰ ἀφήσω τὸν ἀδελφόν μου νὰ ἀποφασίσῃ. Ἀλλὰ φοβοῦμαι μήπως ἡ ἀπόφασίς του εἶναι ἀντίθετος πρὸς τὴν θέλησιν τοῦ λαοῦ. <box>1102 347 1487 420</box>
agent-address: Λεωφόρος Νίκης 3—ΘΕΣΣΑΛΟΝΙΚΗ—ἀριθ. τηλ. 14-20 <box>1138 1717 1453 1730</box>
notice-paragraph: Ἑκάστη προσφορὰ δέον νὰ συνοδεύηται μετ' ἐγγυοδοσίας. <box>266 741 491 776</box>
article-paragraph: ΝΑΟΥΣΣΑ 31. Καθ' ἣν στιγμὴν οἱ κάτοικοι τοῦ προσφυγικοῦ συνοικισμοῦ καὶ τῶν περιχώρων ζητοῦν ἰατρικὴν περίθαλψιν, τὸ ἰατρεῖον τῆς πόλεως κλείει. Ἐκ τούτου προκύπτει σοβαρὸς κίνδυνος διὰ τὴν δημοσίαν ὑγείαν. Ἡ Κοινότης καλεῖται νὰ φροντίσῃ ὅπως ἀμέσως ἐπαναλειτουργήσῃ τὸ ἰατρεῖον. <box>892 1214 1083 1441</box>
column-5 <box>892 38 1083 2019</box>
page-date: Σελίς 2— 3 Ἰουνίου 1925 <box>19 14 234 32</box>
notice-paragraph: Ἐπειδὴ κατὰ τὴν γενομένην τὴν 2αν τρέχοντος δημοπρασίαν θεωρηθεῖσα ἀσύμφορος, προκηρύσσομεν ἐπαναληπτικὴν μειοδοτικὴν δημοπρασίαν διὰ τὴν προμήθειαν σπόρων διὰ τοὺς ἀγρότας τῆς περιφερείας Θεσσαλονίκης, γενησομένην τὴν προσεχῆ Σάββατον 6ην τρέχοντος καὶ ὥραν 11-12 π. μ. ἐν τῷ Γραφείῳ μας. Ὁ Προϊστάμενος Γεωργικοῦ Γραφείου Θεσ/νίκης <box>266 1838 491 2066</box>
serial-subtitle: ΕΡΩΣ, ΠΑΘΟΣ, ΓΟΗΤΕΙΑ <box>1169 84 1420 103</box>
serial-subtitle: ΠΕΡΙΠΕΤΕΙΑΙ <box>1234 103 1355 120</box>
notice-paragraph: Τὴν προσεχῆ Κυριακὴν 6 Ἰουνίου ἐν τῷ Ταχυδρομικῷ ἐπιγραφεῖον τοῦ Ἐμπορικοῦ Ἐπιμελητηρίου θέλει ἐκτεθῇ ἐπὶ δημόσια φανερῷ μειοδοτικῷ δημοπρασίᾳ κατασκευὴ 90 ἐπιπλῶν ἑκ. τμ. ἐκτάσεων τοῦ μηχανοτεχνικοῦ γραφείου. <box>266 893 491 1043</box>
column-4 <box>698 142 878 2019</box>
section-divider <box>900 1187 1075 1188</box>
section-divider <box>513 806 678 807</box>
serial-story <box>1096 38 1493 1087</box>
